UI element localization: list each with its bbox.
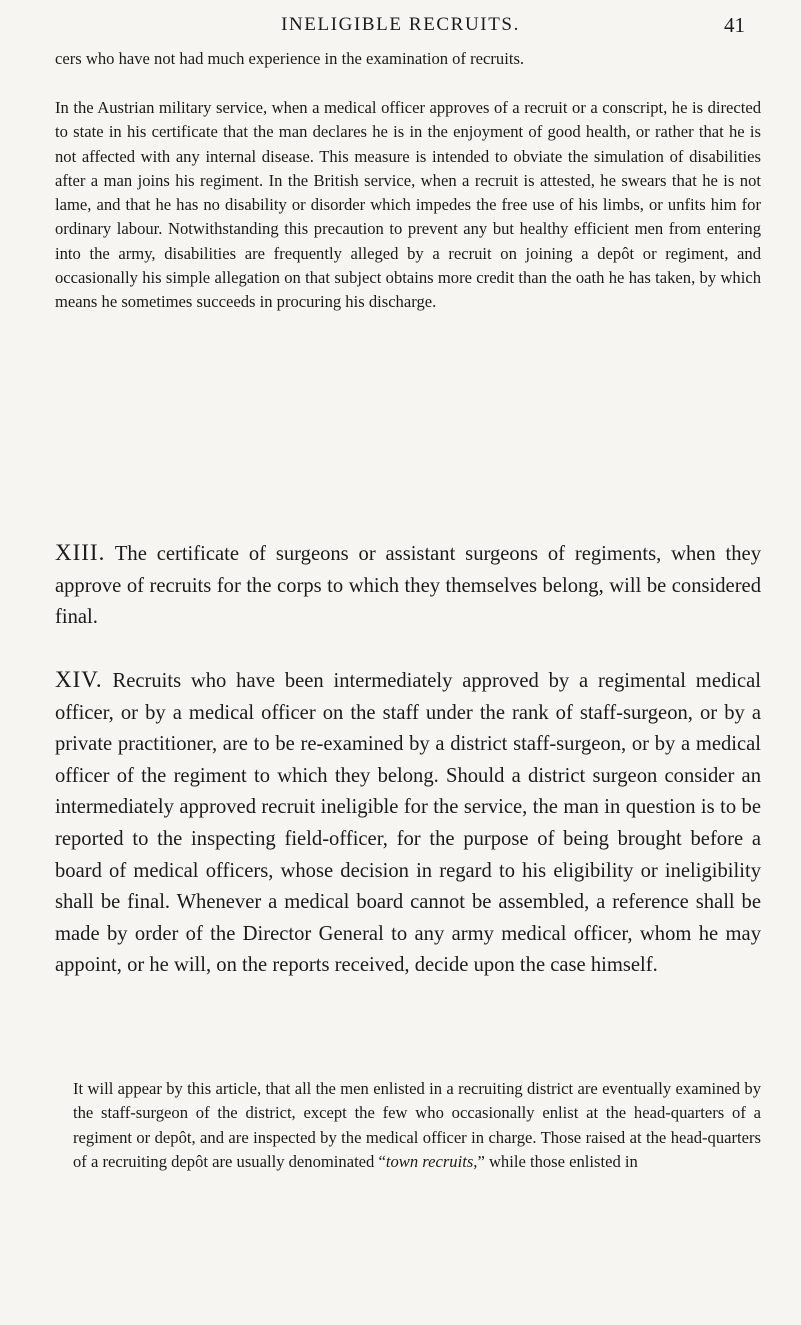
section-xiv-number: XIV. <box>55 667 103 692</box>
continuation-paragraph: cers who have not had much experience in the examination of recruits. <box>55 49 525 68</box>
town-recruits-term: town recruits, <box>385 1151 478 1171</box>
closing-note-tail: ” while those enlisted in <box>477 1151 638 1171</box>
section-xiii <box>55 537 761 634</box>
running-head <box>0 10 801 40</box>
section-xiii-text: The certificate of surgeons or assistant surgeons of regiments, when they approve of recruits for the corps to which they themselves belong, will be considered final. <box>55 543 761 629</box>
austrian-service-paragraph: In the Austrian military service, when a medical officer approves of a recruit or a conscript, he is directed to state in his certificate that the man declares he is in the enjoyment of good health, or rather that he is not affected with any internal disease. This measure is intended to obviate the simulation of disabilities after a man joins his regiment. In the British service, when a recruit is attested, he swears that he is not lame, and that he has no disability or disorder which impedes the free use of his limbs, or unfits him for ordinary labour. Notwithstanding this precaution to prevent any but healthy efficient men from entering into the army, disabilities are frequently alleged by a recruit on joining a depôt or regiment, and occasionally his simple allegation on that subject obtains more credit than the oath he has taken, by which means he sometimes succeeds in procuring his discharge. <box>55 98 761 312</box>
section-xiii-number: XIII. <box>55 540 106 565</box>
section-xiv <box>55 664 761 982</box>
section-xiv-text: Recruits who have been intermediately approved by a regimental medical officer, or by a medical officer on the staff under the rank of staff-surgeon, or by a private practitioner, are to be re-examined by a district staff-surgeon, or by a medical officer of the regiment to which they belong. Should a district surgeon consider an intermediately approved recruit ineligible for the service, the man in question is to be reported to the inspecting field-officer, for the purpose of being brought before a board of medical officers, whose decision in regard to his eligibility or ineligibility shall be final. Whenever a medical board cannot be assembled, a reference shall be made by order of the Director General to any army medical officer, whom he may appoint, or he will, on the reports received, decide upon the case himself. <box>55 670 761 977</box>
closing-note-text: It will appear by this article, that all the men enlisted in a recruiting district are eventually examined by the staff-surgeon of the district, except the few who occasionally enlist at the head-quarters of a regiment or depôt, and are inspected by the medical officer in charge. Those raised at the head-quarters of a recruiting depôt are usually denominated “ <box>73 1079 761 1171</box>
closing-note-paragraph <box>73 1077 761 1174</box>
page-number: 41 <box>724 13 745 37</box>
running-title: INELIGIBLE RECRUITS. <box>281 14 520 35</box>
